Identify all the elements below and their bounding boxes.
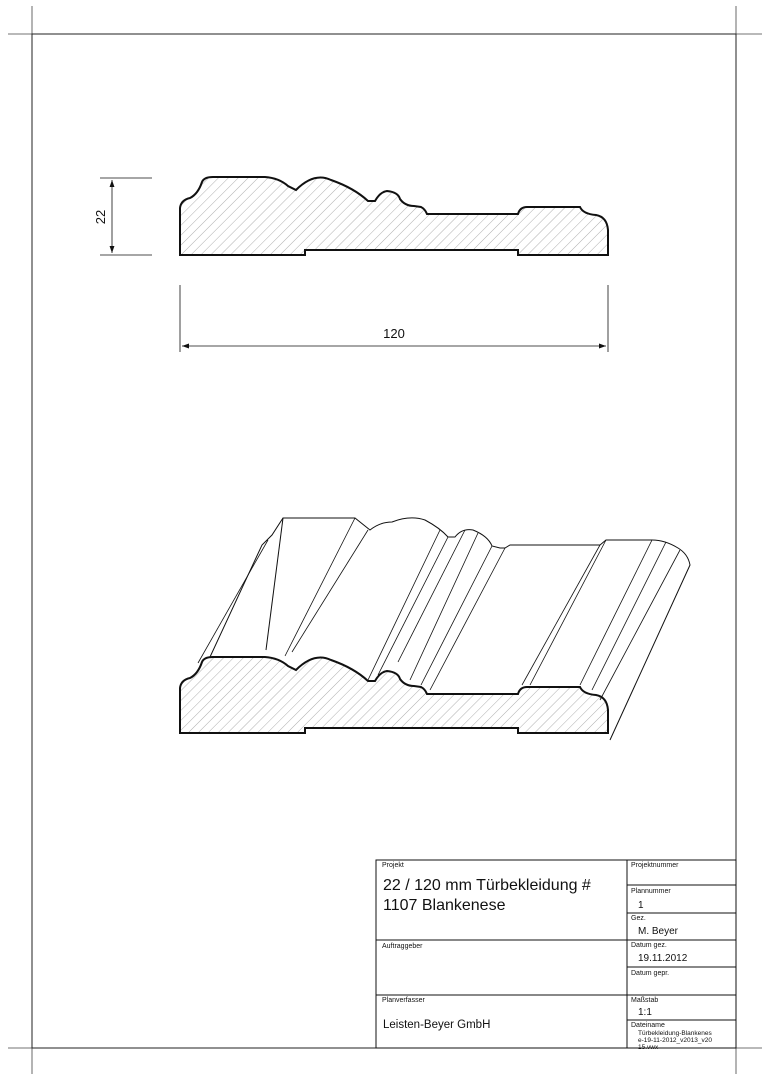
datum-gez-label: Datum gez. [631, 942, 667, 949]
datum-gepr-label: Datum gepr. [631, 970, 670, 977]
plannummer-value: 1 [638, 900, 644, 911]
isometric-front-section [180, 657, 608, 733]
datum-gez-value: 19.11.2012 [638, 953, 688, 964]
project-title-line1: 22 / 120 mm Türbekleidung # [383, 877, 591, 894]
plannummer-label: Plannummer [631, 888, 671, 895]
dateiname-label: Dateiname [631, 1022, 665, 1029]
gez-value: M. Beyer [638, 926, 679, 937]
project-title-line2: 1107 Blankenese [383, 897, 506, 914]
gez-label: Gez. [631, 915, 646, 922]
dateiname-line1: Türbekleidung-Blankenes [638, 1030, 712, 1037]
height-dimension-label: 22 [93, 209, 108, 225]
auftraggeber-label: Auftraggeber [382, 943, 423, 950]
width-dimension-label: 120 [383, 326, 405, 341]
planverfasser-value: Leisten-Beyer GmbH [383, 1019, 491, 1031]
projektnummer-label: Projektnummer [631, 862, 679, 869]
width-dimension [180, 285, 608, 352]
massstab-label: Maßstab [631, 997, 659, 1004]
projekt-label: Projekt [382, 862, 404, 869]
planverfasser-label: Planverfasser [382, 997, 425, 1004]
dateiname-line2: e-19-11-2012_v2013_v20 [638, 1037, 712, 1044]
dateiname-line3: 15.vwx [638, 1044, 659, 1051]
profile-cross-section [180, 177, 608, 255]
massstab-value: 1:1 [638, 1007, 652, 1018]
